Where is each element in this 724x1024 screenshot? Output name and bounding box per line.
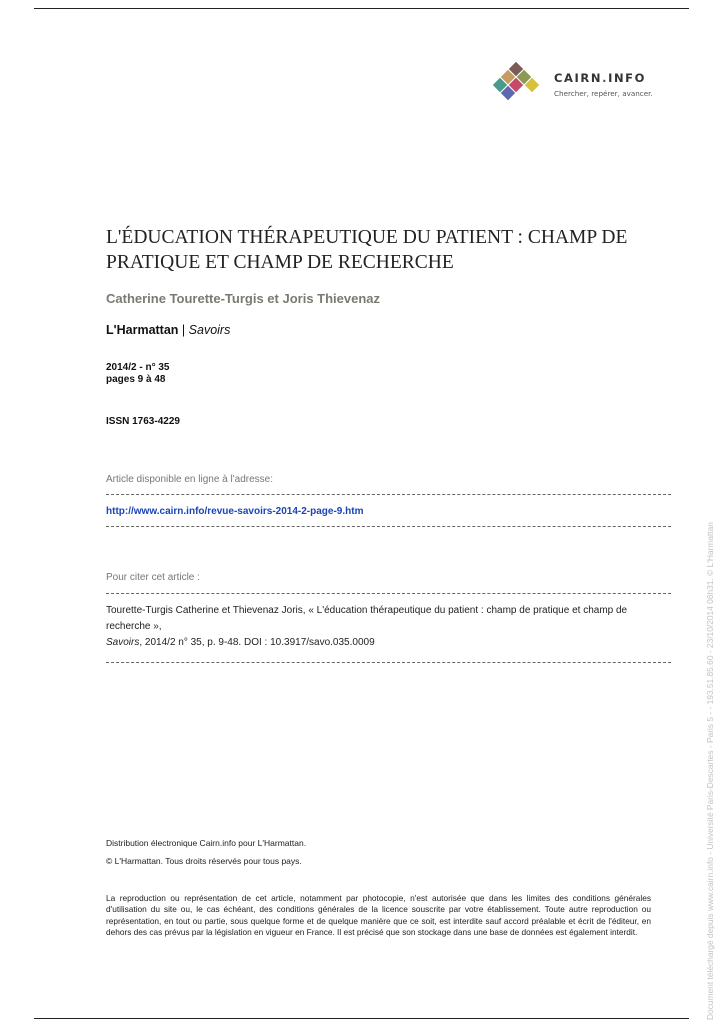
article-url-link[interactable]: http://www.cairn.info/revue-savoirs-2014-2-page-9.htm (106, 506, 364, 517)
publisher-name: L'Harmattan (106, 323, 179, 337)
publisher-line (106, 323, 230, 337)
dashed-divider (106, 662, 671, 663)
top-rule (34, 8, 689, 9)
citation-details: , 2014/2 n° 35, p. 9-48. DOI : 10.3917/savo.035.0009 (139, 637, 375, 648)
download-watermark: Document téléchargé depuis www.cairn.info - Université Paris-Descartes - Paris 5 - - 193.51.85.60 - 23/10/2014 08h31. © L'Harmattan (705, 522, 715, 1020)
issue-info (106, 362, 169, 386)
online-label: Article disponible en ligne à l'adresse: (106, 474, 274, 485)
bottom-rule (34, 1018, 689, 1019)
article-authors: Catherine Tourette-Turgis et Joris Thievenaz (106, 291, 381, 306)
logo-wordmark (554, 71, 646, 85)
journal-name: Savoirs (188, 323, 231, 337)
logo-name-suffix: INFO (608, 71, 647, 85)
copyright-note: © L'Harmattan. Tous droits réservés pour tous pays. (106, 856, 302, 866)
citation-journal: Savoirs (106, 637, 140, 648)
logo-tagline: Chercher, repérer, avancer. (554, 89, 653, 98)
legal-notice: La reproduction ou représentation de cet article, notamment par photocopie, n'est autorisée que dans les limites des conditions générales d'utilisation du site ou, le cas échéant, des conditions générales de la licence souscrite par votre établissement. Toute autre reproduction ou représentation, en tout ou partie, sous quelque forme et de quelque manière que ce soit, est interdite sauf accord préalable et écrit de l'éditeur, en dehors des cas prévus par la législation en vigueur en France. Il est précisé que son stockage dans une base de données est également interdit. (106, 893, 651, 937)
citation-label: Pour citer cet article : (106, 572, 200, 583)
logo-name-main: CAIRN (554, 71, 603, 85)
dashed-divider (106, 494, 671, 495)
dashed-divider (106, 526, 671, 527)
dashed-divider (106, 593, 671, 594)
distribution-note: Distribution électronique Cairn.info pour L'Harmattan. (106, 838, 307, 848)
citation-text (106, 603, 674, 651)
issn: ISSN 1763-4229 (106, 416, 180, 427)
cairn-logo[interactable] (486, 62, 686, 104)
logo-name-dot: . (602, 71, 609, 85)
page-range: pages 9 à 48 (106, 374, 166, 385)
cairn-logo-mark-icon (486, 62, 546, 102)
issue-number: 2014/2 - n° 35 (106, 362, 170, 373)
article-title: L'ÉDUCATION THÉRAPEUTIQUE DU PATIENT : CHAMP DE PRATIQUE ET CHAMP DE RECHERCHE (106, 227, 628, 273)
publisher-separator: | (181, 323, 186, 337)
citation-main: Tourette-Turgis Catherine et Thievenaz Joris, « L'éducation thérapeutique du patient : champ de pratique et champ de recherche », (106, 605, 628, 632)
